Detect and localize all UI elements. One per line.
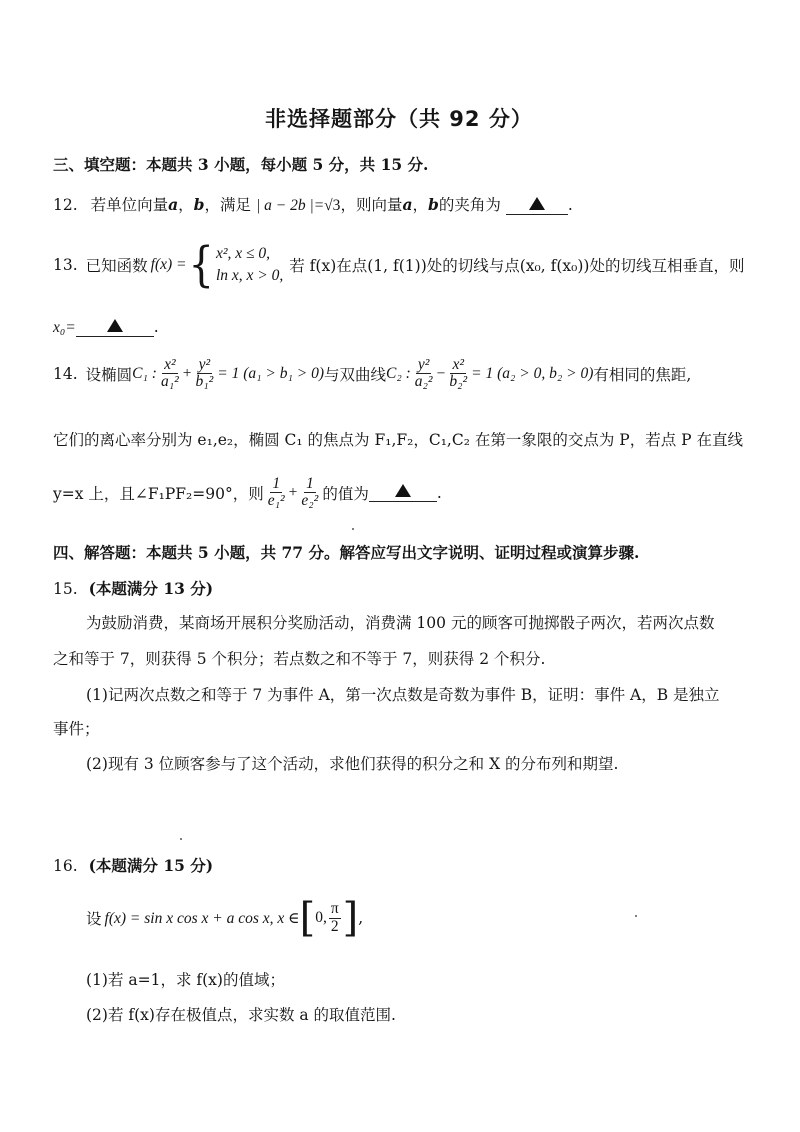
minus-sign: −	[436, 364, 446, 382]
q14-line3	[53, 476, 442, 510]
frac-denominator: a₂²	[414, 373, 433, 391]
q14-text3: 有相同的焦距,	[593, 365, 692, 384]
q13-case2: ln x, x > 0,	[215, 267, 284, 285]
q16-p2: (1)若 a=1，求 f(x)的值域；	[86, 971, 285, 989]
q14-number: 14.	[53, 364, 78, 383]
q13-number: 13.	[53, 256, 78, 275]
frac-numerator: 1	[272, 475, 281, 492]
frac-numerator: 1	[305, 475, 314, 492]
section3-heading: 三、填空题：	[53, 155, 147, 174]
right-bracket-icon: ]	[342, 895, 359, 941]
q15-p1b: 之和等于 7，则获得 5 个积分；若点数之和不等于 7，则获得 2 个积分.	[53, 650, 546, 668]
q14-end: .	[436, 483, 442, 502]
q14-text2: 与双曲线	[324, 365, 387, 384]
q12-abs-expr: | a − 2b |=	[255, 197, 325, 214]
q16-interval-left: 0,	[315, 909, 327, 926]
q14-frac-x2-a1	[159, 357, 181, 391]
q15-p2a: (1)记两次点数之和等于 7 为事件 A，第一次点数是奇数为事件 B，证明：事件 A，B 是独立	[86, 686, 720, 704]
q14-ellipse-rest: = 1 (a₁ > b₁ > 0)	[217, 364, 325, 382]
frac-numerator: y²	[417, 356, 430, 373]
triangle-icon	[529, 197, 545, 210]
triangle-icon	[395, 484, 411, 497]
page-title: 非选择题部分（共 92 分）	[265, 107, 533, 131]
q15-p1a: 为鼓励消费，某商场开展积分奖励活动，消费满 100 元的顾客可抛掷骰子两次，若两次点数	[86, 614, 715, 632]
q13-text2: 若 f(x)在点(1, f(1))处的切线与点(x₀, f(x₀))处的切线互相垂直，则	[289, 257, 745, 276]
frac-denominator: e₁²	[267, 492, 285, 510]
left-brace-icon: {	[188, 237, 214, 294]
section3-desc: 本题共 3 小题，每小题 5 分，共 15 分.	[146, 155, 429, 174]
q16-number: 16.	[53, 857, 78, 875]
frac-numerator: y²	[198, 356, 211, 373]
q14-line3b: 的值为	[322, 484, 369, 503]
q12-text4: 的夹角为	[438, 196, 501, 214]
q13-case1: x², x ≤ 0,	[215, 245, 271, 262]
q16-text1: 设	[86, 910, 102, 928]
scan-speck	[635, 915, 637, 917]
q12-vector-a2: a	[402, 195, 413, 214]
q14-hyperbola-rest: = 1 (a₂ > 0, b₂ > 0)	[471, 364, 594, 382]
q12-sqrt3: √3	[324, 197, 341, 214]
q16-end: ,	[358, 909, 364, 927]
q15-header	[53, 577, 213, 599]
plus-sign: +	[288, 483, 298, 501]
plus-sign: +	[182, 364, 192, 382]
q13-answer-line	[53, 318, 159, 337]
q14-line3a: y=x 上，且∠F₁PF₂=90°，则	[53, 484, 264, 503]
q14-frac-x2-b2	[447, 357, 469, 391]
frac-denominator: e₂²	[301, 492, 319, 510]
q12-vector-b2: b	[428, 195, 439, 214]
q16-definition	[86, 895, 364, 941]
frac-denominator: b₂²	[449, 373, 468, 391]
q13-end: .	[153, 318, 159, 336]
q13-fx: f(x) =	[150, 256, 187, 274]
frac-denominator: 2	[330, 917, 339, 935]
q16-p3: (2)若 f(x)存在极值点，求实数 a 的取值范围.	[86, 1006, 396, 1024]
section4-heading: 四、解答题：	[53, 543, 147, 562]
q14-frac-1-e1	[266, 476, 287, 510]
q12-text2: ，满足	[204, 196, 252, 214]
q13-x0: x₀=	[53, 319, 76, 336]
q15-p3: (2)现有 3 位顾客参与了这个活动，求他们获得的积分之和 X 的分布列和期望.	[86, 755, 619, 773]
frac-numerator: x²	[164, 356, 176, 373]
question-13	[53, 237, 745, 294]
scan-speck	[352, 528, 354, 530]
q14-answer-blank[interactable]	[369, 483, 437, 502]
q15-score: (本题满分 13 分)	[88, 579, 214, 598]
q12-number: 12.	[53, 196, 78, 214]
q14-frac-1-e2	[299, 476, 320, 510]
question-12	[53, 193, 573, 215]
q14-c2: C₂ :	[386, 364, 411, 382]
left-bracket-icon: [	[299, 895, 316, 941]
q16-score: (本题满分 15 分)	[88, 856, 214, 875]
q16-frac-pi-2	[329, 901, 341, 935]
question-14	[53, 357, 691, 391]
frac-numerator: π	[330, 900, 339, 918]
q13-piecewise	[216, 243, 283, 288]
q12-vector-b: b	[193, 195, 205, 214]
section4-line	[53, 541, 639, 563]
section3-line	[53, 153, 428, 175]
q12-vector-a: a	[168, 195, 179, 214]
triangle-icon	[107, 319, 123, 332]
q15-number: 15.	[53, 580, 78, 598]
section4-desc: 本题共 5 小题，共 77 分。解答应写出文字说明、证明过程或演算步骤.	[146, 543, 640, 562]
frac-numerator: x²	[452, 356, 464, 373]
scan-speck	[180, 838, 182, 840]
q12-answer-blank[interactable]	[506, 196, 568, 215]
q12-end: .	[567, 196, 573, 214]
q15-p2b: 事件；	[53, 720, 100, 738]
q12-comma: ，	[178, 196, 194, 214]
q16-header	[53, 854, 213, 876]
q14-text1: 设椭圆	[85, 365, 133, 384]
q13-answer-blank[interactable]	[76, 318, 154, 337]
q12-text1: 若单位向量	[90, 196, 169, 214]
q12-comma2: ，	[412, 196, 429, 214]
q14-line2: 它们的离心率分别为 e₁,e₂，椭圆 C₁ 的焦点为 F₁,F₂，C₁,C₂ 在第一象限的交点为 P，若点 P 在直线	[53, 431, 743, 449]
frac-denominator: a₁²	[160, 373, 179, 391]
q16-expr: f(x) = sin x cos x + a cos x, x ∈	[104, 909, 300, 927]
q14-c1: C₁ :	[132, 364, 157, 382]
q14-frac-y2-b1	[193, 357, 215, 391]
q12-text3: ，则向量	[340, 196, 403, 214]
frac-denominator: b₁²	[195, 373, 214, 391]
q13-text1: 已知函数	[85, 257, 148, 276]
q14-frac-y2-a2	[413, 357, 435, 391]
